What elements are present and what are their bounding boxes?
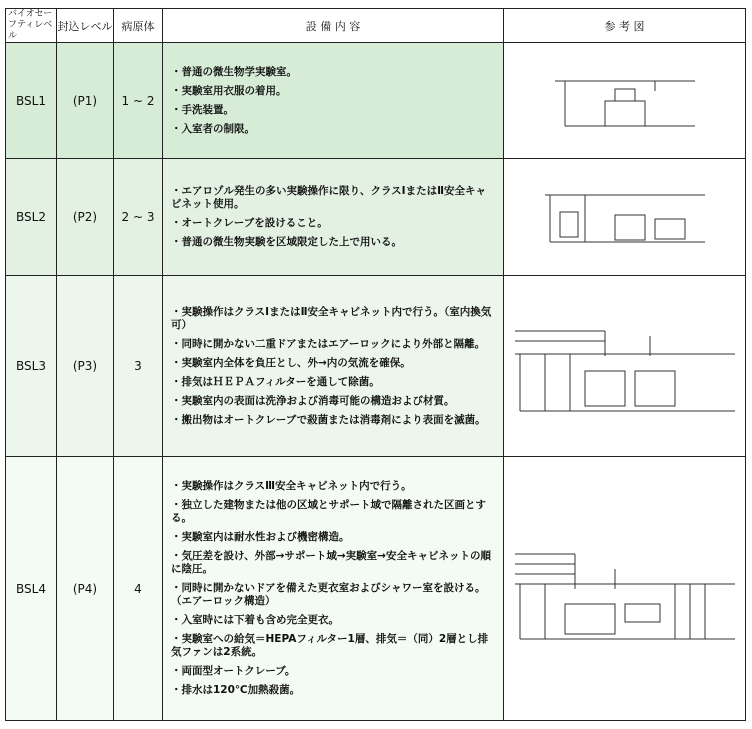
pathogen-cell: 3 <box>114 276 163 457</box>
list-item: ・ エアロゾル発生の多い実験操作に限り、クラスⅠまたはⅡ安全キャビネット使用。 <box>171 185 495 211</box>
list-item: ・ 入室時には下着も含め完全更衣。 <box>171 614 495 627</box>
header-pathogen: 病原体 <box>114 9 163 43</box>
list-item: ・ 実験室内全体を負圧とし、外→内の気流を確保。 <box>171 357 495 370</box>
figure-cell <box>504 159 746 276</box>
header-figure: 参 考 図 <box>504 9 746 43</box>
list-item: ・ 排気はＨＥＰＡフィルターを通して除菌。 <box>171 376 495 389</box>
list-item: ・ オートクレーブを設けること。 <box>171 217 495 230</box>
biosafety-table <box>5 8 746 721</box>
pathogen-cell: 2 ~ 3 <box>114 159 163 276</box>
list-item: ・ 普通の微生物学実験室。 <box>171 66 495 79</box>
header-bsl: バイオセーフティレベル <box>6 9 57 43</box>
list-item: ・ 実験操作はクラスⅢ安全キャビネット内で行う。 <box>171 480 495 493</box>
list-item: ・ 実験室内の表面は洗浄および消毒可能の構造および材質。 <box>171 395 495 408</box>
header-row <box>6 9 746 43</box>
containment-cell: (P4) <box>57 457 114 721</box>
containment-cell: (P1) <box>57 43 114 159</box>
list-item: ・ 普通の微生物実験を区域限定した上で用いる。 <box>171 236 495 249</box>
list-item: ・ 実験室用衣服の着用。 <box>171 85 495 98</box>
facility-cell <box>163 43 504 159</box>
list-item: ・ 入室者の制限。 <box>171 123 495 136</box>
lab-diagram-bsl3 <box>515 316 735 416</box>
header-facility: 設 備 内 容 <box>163 9 504 43</box>
list-item: ・ 実験室への給気＝HEPAフィルター1層、排気＝（同）2層とし排気ファンは2系統。 <box>171 633 495 659</box>
figure-cell <box>504 276 746 457</box>
table-row-bsl2 <box>6 159 746 276</box>
containment-cell: (P3) <box>57 276 114 457</box>
table-row-bsl1 <box>6 43 746 159</box>
list-item: ・ 独立した建物または他の区域とサポート域で隔離された区画とする。 <box>171 499 495 525</box>
list-item: ・ 実験操作はクラスⅠまたはⅡ安全キャビネット内で行う。（室内換気可） <box>171 306 495 332</box>
facility-cell <box>163 159 504 276</box>
facility-cell <box>163 276 504 457</box>
list-item: ・ 搬出物はオートクレーブで殺菌または消毒剤により表面を滅菌。 <box>171 414 495 427</box>
list-item: ・ 実験室内は耐水性および機密構造。 <box>171 531 495 544</box>
table-row-bsl4 <box>6 457 746 721</box>
lab-diagram-bsl1 <box>555 71 695 131</box>
lab-diagram-bsl4 <box>515 534 735 644</box>
list-item: ・ 同時に開かないドアを備えた更衣室およびシャワー室を設ける。（エアーロック構造） <box>171 582 495 608</box>
lab-diagram-bsl2 <box>545 187 705 247</box>
bsl-cell: BSL1 <box>6 43 57 159</box>
table-row-bsl3 <box>6 276 746 457</box>
pathogen-cell: 4 <box>114 457 163 721</box>
facility-cell <box>163 457 504 721</box>
figure-cell <box>504 43 746 159</box>
pathogen-cell: 1 ~ 2 <box>114 43 163 159</box>
header-containment: 封込レベル <box>57 9 114 43</box>
containment-cell: (P2) <box>57 159 114 276</box>
list-item: ・ 手洗装置。 <box>171 104 495 117</box>
bsl-cell: BSL3 <box>6 276 57 457</box>
bsl-cell: BSL4 <box>6 457 57 721</box>
bsl-cell: BSL2 <box>6 159 57 276</box>
list-item: ・ 排水は120℃加熱殺菌。 <box>171 684 495 697</box>
list-item: ・ 同時に開かない二重ドアまたはエアーロックにより外部と隔離。 <box>171 338 495 351</box>
list-item: ・ 両面型オートクレーブ。 <box>171 665 495 678</box>
figure-cell <box>504 457 746 721</box>
list-item: ・ 気圧差を設け、外部→サポート域→実験室→安全キャビネットの順に陰圧。 <box>171 550 495 576</box>
